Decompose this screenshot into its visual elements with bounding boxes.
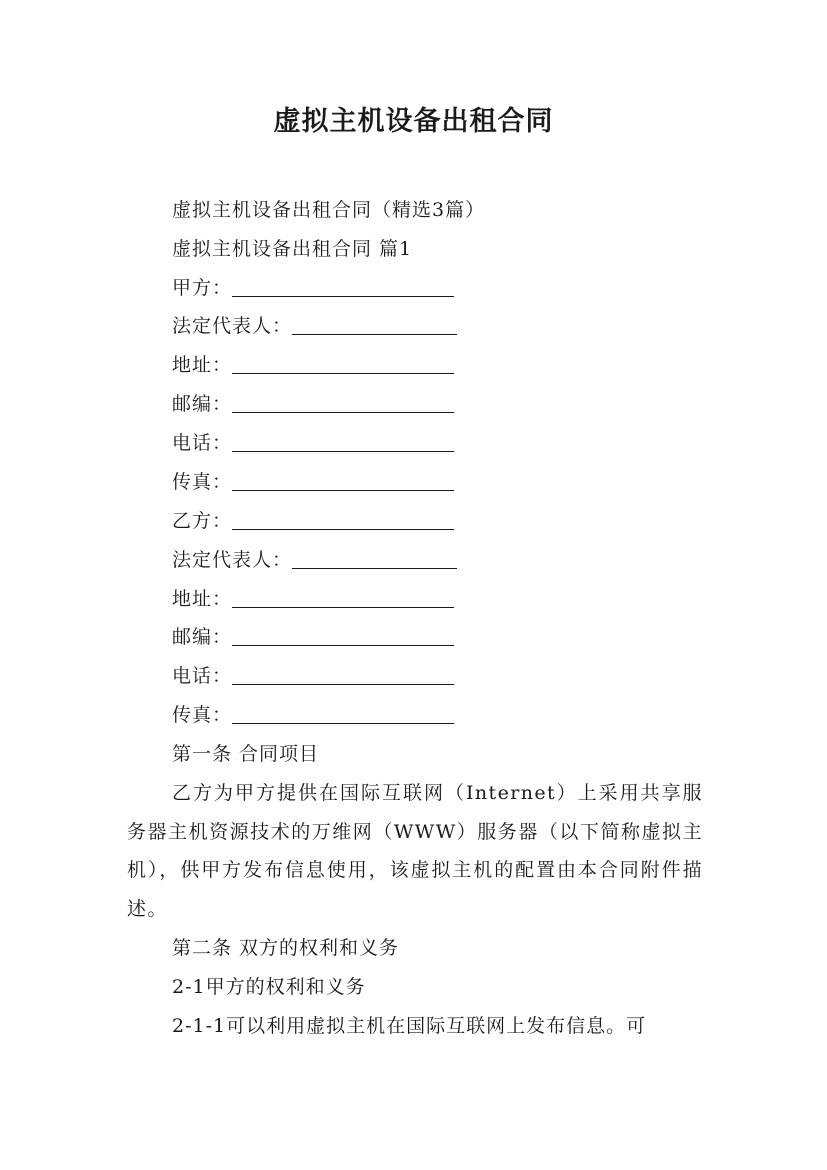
party-b-rep-label: 法定代表人：	[172, 549, 293, 571]
party-a-postcode-label: 邮编：	[172, 393, 233, 415]
party-b-postcode-label: 邮编：	[172, 626, 233, 648]
party-a-address-row	[172, 352, 454, 378]
party-b-phone-label: 电话：	[172, 665, 233, 687]
clause-2-1-1: 2-1-1可以利用虚拟主机在国际互联网上发布信息。可	[172, 1015, 647, 1037]
party-b-rep-row	[172, 547, 457, 573]
party-b-fax-blank	[232, 705, 454, 724]
party-b-address-row	[172, 586, 454, 612]
party-b-name-row	[172, 508, 454, 534]
party-b-name-blank	[232, 511, 454, 530]
party-b-phone-blank	[232, 666, 454, 685]
party-b-address-label: 地址：	[172, 588, 233, 610]
subtitle: 虚拟主机设备出租合同（精选3篇）	[172, 199, 486, 221]
party-b-rep-blank	[292, 550, 457, 569]
article-1-heading: 第一条 合同项目	[172, 743, 320, 765]
party-b-postcode-blank	[232, 627, 454, 646]
document-title: 虚拟主机设备出租合同	[273, 106, 554, 137]
party-a-rep-blank	[292, 316, 457, 335]
party-b-fax-row	[172, 702, 454, 728]
party-b-address-blank	[232, 589, 454, 608]
party-b-fax-label: 传真：	[172, 704, 233, 726]
party-a-fax-row	[172, 469, 454, 495]
party-a-rep-row	[172, 313, 457, 339]
article-2-heading: 第二条 双方的权利和义务	[172, 937, 400, 959]
section-heading: 虚拟主机设备出租合同 篇1	[172, 238, 413, 260]
article-1-body: 乙方为甲方提供在国际互联网（Internet）上采用共享服务器主机资源技术的万维网（WWW）服务器（以下简称虚拟主机），供甲方发布信息使用，该虚拟主机的配置由本合同附件描述。	[127, 782, 703, 921]
party-a-postcode-blank	[232, 394, 454, 413]
party-a-name-label: 甲方：	[172, 277, 233, 299]
party-a-postcode-row	[172, 391, 454, 417]
party-a-rep-label: 法定代表人：	[172, 315, 293, 337]
party-a-name-row	[172, 275, 454, 301]
party-b-phone-row	[172, 663, 454, 689]
party-a-name-blank	[232, 278, 454, 297]
party-b-postcode-row	[172, 624, 454, 650]
party-a-phone-label: 电话：	[172, 432, 233, 454]
clause-2-1: 2-1甲方的权利和义务	[172, 976, 366, 998]
party-a-phone-row	[172, 430, 454, 456]
party-a-address-blank	[232, 355, 454, 374]
party-b-name-label: 乙方：	[172, 510, 233, 532]
party-a-fax-blank	[232, 472, 454, 491]
party-a-phone-blank	[232, 433, 454, 452]
party-a-address-label: 地址：	[172, 354, 233, 376]
party-a-fax-label: 传真：	[172, 471, 233, 493]
